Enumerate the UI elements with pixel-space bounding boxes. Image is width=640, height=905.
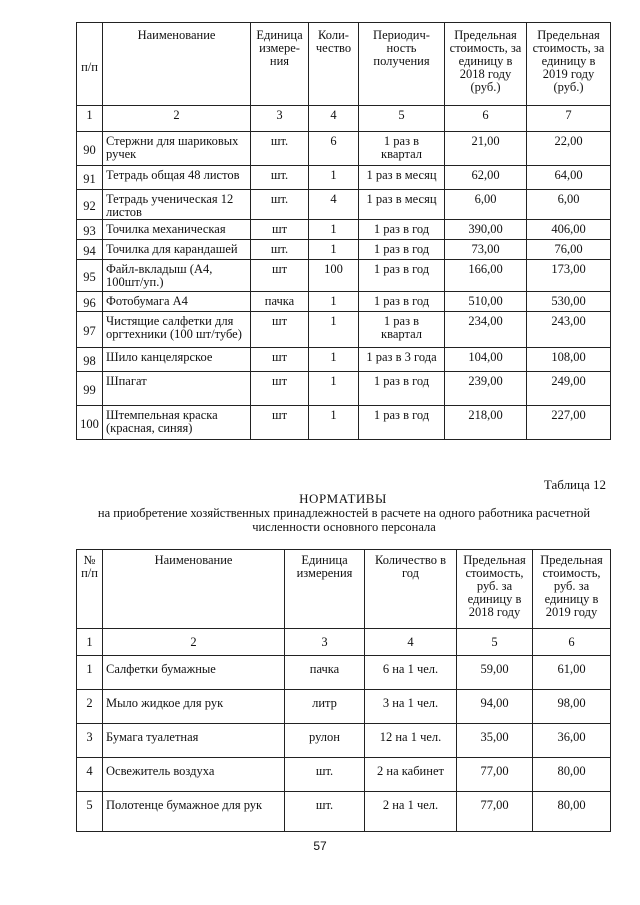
price-2018: 510,00 <box>445 292 527 312</box>
item-unit: шт <box>251 260 309 292</box>
item-unit: пачка <box>251 292 309 312</box>
item-unit: шт <box>251 348 309 372</box>
item-period: 1 раз в 3 года <box>359 348 445 372</box>
price-2019: 61,00 <box>533 656 611 690</box>
item-quantity: 1 <box>309 312 359 348</box>
price-2019: 227,00 <box>527 406 611 440</box>
item-period: 1 раз в год <box>359 240 445 260</box>
price-2018: 234,00 <box>445 312 527 348</box>
col-header-price-2019: Предельная стоимость, за единицу в 2019 году (руб.) <box>527 23 611 106</box>
table-row <box>77 724 611 758</box>
item-name: Мыло жидкое для рук <box>103 690 285 724</box>
item-name: Шило канцелярское <box>103 348 251 372</box>
col-num-5: 5 <box>457 629 533 656</box>
price-2019: 530,00 <box>527 292 611 312</box>
price-2018: 62,00 <box>445 166 527 190</box>
col-header-price-2018: Предельная стоимость, руб. за единицу в 2018 году <box>457 550 533 629</box>
col-header-price-2018: Предельная стоимость, за единицу в 2018 году (руб.) <box>445 23 527 106</box>
price-2019: 108,00 <box>527 348 611 372</box>
item-name: Бумага туалетная <box>103 724 285 758</box>
row-number: 92 <box>77 190 103 220</box>
col-num-3: 3 <box>251 106 309 132</box>
item-quantity: 1 <box>309 292 359 312</box>
item-name: Шпагат <box>103 372 251 406</box>
col-header-number: п/п <box>77 23 103 106</box>
row-number: 90 <box>77 132 103 166</box>
col-header-unit: Единица измере-ния <box>251 23 309 106</box>
table-row <box>77 656 611 690</box>
item-name: Полотенце бумажное для рук <box>103 792 285 832</box>
table-row <box>77 348 611 372</box>
price-2018: 59,00 <box>457 656 533 690</box>
price-2018: 104,00 <box>445 348 527 372</box>
page-number: 57 <box>313 839 327 853</box>
price-2019: 249,00 <box>527 372 611 406</box>
item-unit: пачка <box>285 656 365 690</box>
item-quantity: 1 <box>309 406 359 440</box>
row-number: 4 <box>77 758 103 792</box>
row-number: 91 <box>77 166 103 190</box>
item-name: Файл-вкладыш (А4, 100шт/уп.) <box>103 260 251 292</box>
item-name: Точилка для карандашей <box>103 240 251 260</box>
price-2019: 98,00 <box>533 690 611 724</box>
price-2018: 77,00 <box>457 792 533 832</box>
price-2018: 73,00 <box>445 240 527 260</box>
table-row <box>77 166 611 190</box>
table-row <box>77 292 611 312</box>
table-row <box>77 312 611 348</box>
item-name: Штемпельная краска (красная, синяя) <box>103 406 251 440</box>
table-row <box>77 220 611 240</box>
item-unit: шт <box>251 312 309 348</box>
item-period: 1 раз в квартал <box>359 132 445 166</box>
col-header-quantity: Коли-чество <box>309 23 359 106</box>
row-number: 5 <box>77 792 103 832</box>
col-header-quantity: Количество в год <box>365 550 457 629</box>
table-header-row <box>77 550 611 629</box>
item-period: 1 раз в год <box>359 292 445 312</box>
col-num-4: 4 <box>309 106 359 132</box>
section-title: НОРМАТИВЫ <box>299 491 387 506</box>
item-name: Фотобумага А4 <box>103 292 251 312</box>
table-row <box>77 406 611 440</box>
item-name: Точилка механическая <box>103 220 251 240</box>
section-subtitle: на приобретение хозяйственных принадлежностей в расчете на одного работника расчетной численности основного персонала <box>97 506 591 534</box>
col-header-period: Периодич-ность получения <box>359 23 445 106</box>
table-header-row <box>77 23 611 106</box>
col-num-2: 2 <box>103 629 285 656</box>
item-period: 1 раз в месяц <box>359 166 445 190</box>
item-name: Освежитель воздуха <box>103 758 285 792</box>
table-row <box>77 758 611 792</box>
item-quantity: 2 на кабинет <box>365 758 457 792</box>
row-number: 95 <box>77 260 103 292</box>
col-num-1: 1 <box>77 106 103 132</box>
col-num-5: 5 <box>359 106 445 132</box>
item-unit: шт. <box>251 132 309 166</box>
price-2018: 21,00 <box>445 132 527 166</box>
row-number: 96 <box>77 292 103 312</box>
item-unit: шт. <box>251 240 309 260</box>
price-2018: 35,00 <box>457 724 533 758</box>
item-unit: шт <box>251 220 309 240</box>
item-unit: шт. <box>251 190 309 220</box>
table-row <box>77 260 611 292</box>
price-2019: 76,00 <box>527 240 611 260</box>
column-number-row <box>77 629 611 656</box>
table-row <box>77 372 611 406</box>
price-2019: 6,00 <box>527 190 611 220</box>
household-supplies-table <box>76 549 611 832</box>
col-num-1: 1 <box>77 629 103 656</box>
col-num-6: 6 <box>445 106 527 132</box>
item-period: 1 раз в год <box>359 406 445 440</box>
column-number-row <box>77 106 611 132</box>
item-name: Тетрадь общая 48 листов <box>103 166 251 190</box>
table-row <box>77 240 611 260</box>
price-2019: 80,00 <box>533 792 611 832</box>
price-2018: 6,00 <box>445 190 527 220</box>
col-num-6: 6 <box>533 629 611 656</box>
price-2019: 243,00 <box>527 312 611 348</box>
price-2019: 173,00 <box>527 260 611 292</box>
col-header-name: Наименование <box>103 23 251 106</box>
col-num-3: 3 <box>285 629 365 656</box>
row-number: 2 <box>77 690 103 724</box>
item-period: 1 раз в месяц <box>359 190 445 220</box>
item-quantity: 12 на 1 чел. <box>365 724 457 758</box>
table-row <box>77 690 611 724</box>
supplies-table <box>76 22 611 440</box>
table-row <box>77 190 611 220</box>
item-quantity: 1 <box>309 220 359 240</box>
item-unit: шт. <box>285 792 365 832</box>
row-number: 97 <box>77 312 103 348</box>
item-name: Салфетки бумажные <box>103 656 285 690</box>
row-number: 98 <box>77 348 103 372</box>
item-period: 1 раз в год <box>359 260 445 292</box>
price-2019: 80,00 <box>533 758 611 792</box>
item-quantity: 2 на 1 чел. <box>365 792 457 832</box>
item-quantity: 3 на 1 чел. <box>365 690 457 724</box>
price-2018: 218,00 <box>445 406 527 440</box>
price-2018: 166,00 <box>445 260 527 292</box>
item-quantity: 1 <box>309 348 359 372</box>
table-label: Таблица 12 <box>543 477 606 492</box>
item-name: Тетрадь ученическая 12 листов <box>103 190 251 220</box>
col-num-4: 4 <box>365 629 457 656</box>
row-number: 100 <box>77 406 103 440</box>
item-unit: рулон <box>285 724 365 758</box>
price-2018: 239,00 <box>445 372 527 406</box>
price-2019: 36,00 <box>533 724 611 758</box>
item-unit: литр <box>285 690 365 724</box>
price-2018: 94,00 <box>457 690 533 724</box>
item-quantity: 6 <box>309 132 359 166</box>
item-period: 1 раз в квартал <box>359 312 445 348</box>
col-header-number: № п/п <box>77 550 103 629</box>
col-header-price-2019: Предельная стоимость, руб. за единицу в 2019 году <box>533 550 611 629</box>
item-quantity: 1 <box>309 166 359 190</box>
item-quantity: 6 на 1 чел. <box>365 656 457 690</box>
item-quantity: 1 <box>309 372 359 406</box>
row-number: 99 <box>77 372 103 406</box>
item-period: 1 раз в год <box>359 220 445 240</box>
row-number: 1 <box>77 656 103 690</box>
col-num-2: 2 <box>103 106 251 132</box>
item-unit: шт. <box>251 166 309 190</box>
item-name: Чистящие салфетки для оргтехники (100 шт/тубе) <box>103 312 251 348</box>
table-row <box>77 132 611 166</box>
table-row <box>77 792 611 832</box>
col-header-name: Наименование <box>103 550 285 629</box>
item-quantity: 4 <box>309 190 359 220</box>
item-name: Стержни для шариковых ручек <box>103 132 251 166</box>
item-quantity: 100 <box>309 260 359 292</box>
price-2019: 406,00 <box>527 220 611 240</box>
item-unit: шт <box>251 372 309 406</box>
row-number: 94 <box>77 240 103 260</box>
price-2019: 22,00 <box>527 132 611 166</box>
price-2019: 64,00 <box>527 166 611 190</box>
col-num-7: 7 <box>527 106 611 132</box>
item-unit: шт <box>251 406 309 440</box>
col-header-unit: Единица измерения <box>285 550 365 629</box>
item-quantity: 1 <box>309 240 359 260</box>
row-number: 93 <box>77 220 103 240</box>
price-2018: 390,00 <box>445 220 527 240</box>
row-number: 3 <box>77 724 103 758</box>
item-unit: шт. <box>285 758 365 792</box>
item-period: 1 раз в год <box>359 372 445 406</box>
price-2018: 77,00 <box>457 758 533 792</box>
